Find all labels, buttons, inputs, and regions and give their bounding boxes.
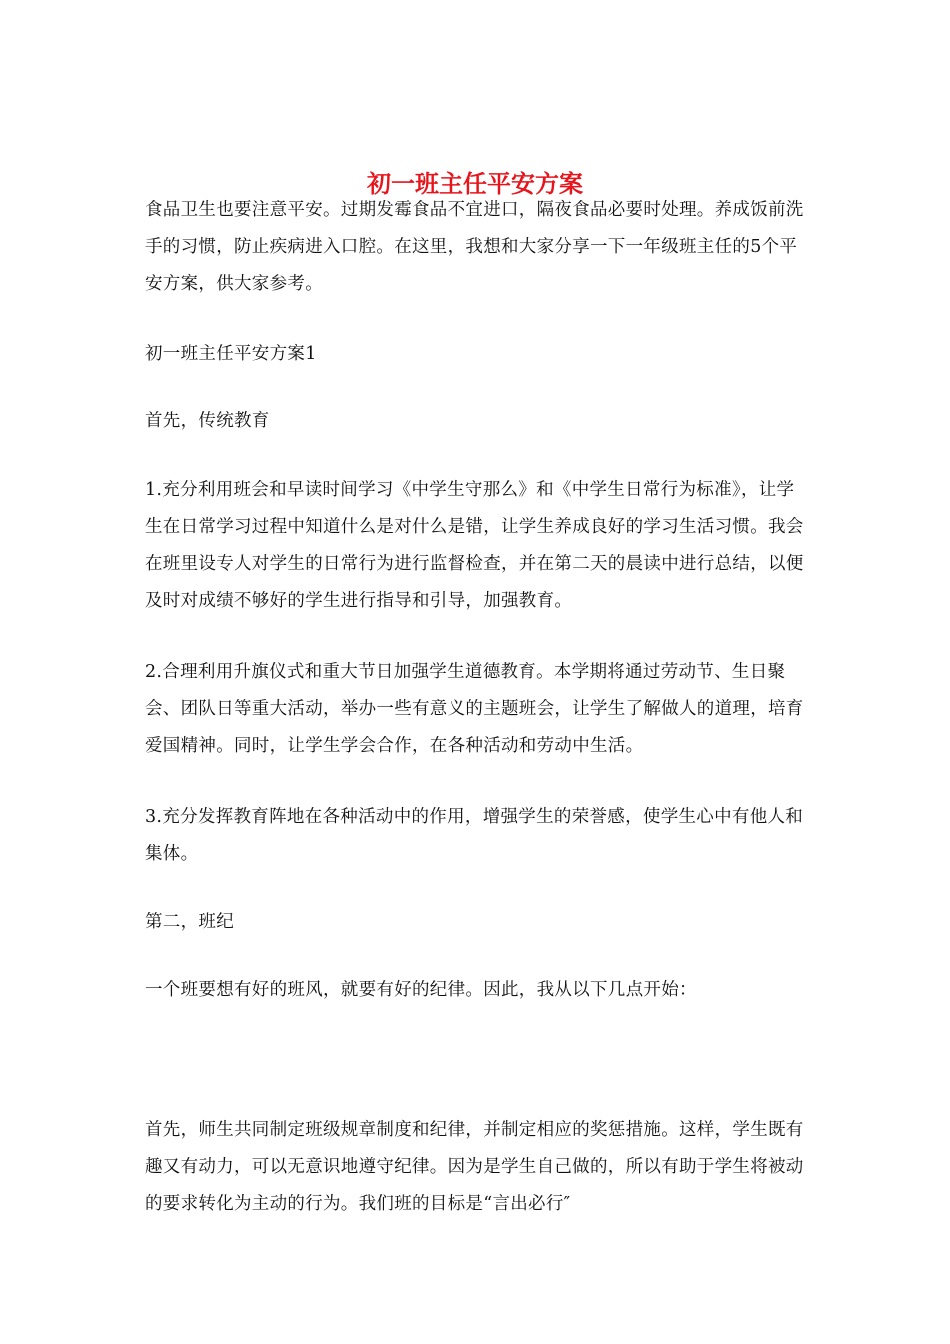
paragraph-point-1: 1.充分利用班会和早读时间学习《中学生守那么》和《中学生日常行为标准》，让学生在日常学习过程中知道什么是对什么是错，让学生养成良好的学习生活习惯。我会在班里设专人对学生的日常行为进行监督检查，并在第二天的晨读中进行总结，以便及时对成绩不够好的学生进行指导和引导，加强教育。: [145, 480, 804, 611]
intro-paragraph: 食品卫生也要注意平安。过期发霉食品不宜进口，隔夜食品必要时处理。养成饭前洗手的习惯，防止疾病进入口腔。在这里，我想和大家分享一下一年级班主任的5个平安方案，供大家参考。: [145, 200, 804, 294]
paragraph-point-3: 3.充分发挥教育阵地在各种活动中的作用，增强学生的荣誉感，使学生心中有他人和集体。: [145, 807, 804, 864]
document-title: 初一班主任平安方案: [367, 170, 583, 199]
subheading-class-discipline: 第二，班纪: [145, 912, 234, 932]
subheading-traditional-education: 首先，传统教育: [145, 411, 270, 431]
paragraph-point-2: 2.合理利用升旗仪式和重大节日加强学生道德教育。本学期将通过劳动节、生日聚会、团队日等重大活动，举办一些有意义的主题班会，让学生了解做人的道理，培育爱国精神。同时，让学生学会合作，在各种活动和劳动中生活。: [145, 662, 804, 756]
paragraph-rules: 首先，师生共同制定班级规章制度和纪律，并制定相应的奖惩措施。这样，学生既有趣又有动力，可以无意识地遵守纪律。因为是学生自己做的，所以有助于学生将被动的要求转化为主动的行为。我们班的目标是“言出必行″: [145, 1120, 804, 1214]
section-heading-plan-1: 初一班主任平安方案1: [145, 344, 317, 364]
paragraph-discipline-intro: 一个班要想有好的班风，就要有好的纪律。因此，我从以下几点开始：: [145, 980, 697, 1000]
